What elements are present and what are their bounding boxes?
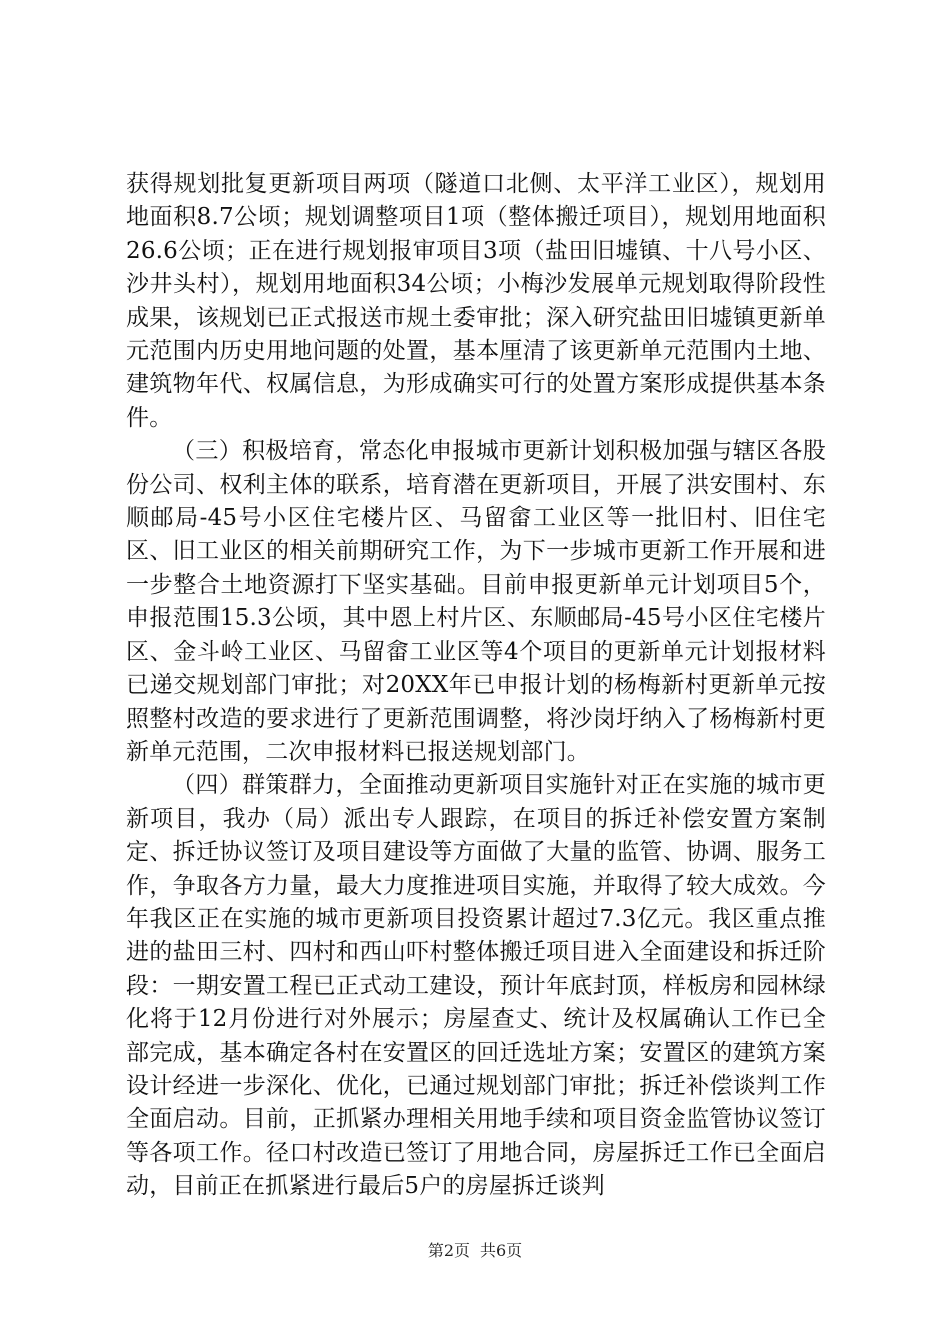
paragraph-section-three: （三）积极培育，常态化申报城市更新计划积极加强与辖区各股份公司、权利主体的联系，培育潜在更新项目，开展了洪安围村、东顺邮局-45号小区住宅楼片区、马留畲工业区等一批旧村、旧住宅区、旧工业区的相关前期研究工作，为下一步城市更新工作开展和进一步整合土地资源打下坚实基础。目前申报更新单元计划项目5个，申报范围15.3公顷，其中恩上村片区、东顺邮局-45号小区住宅楼片区、金斗岭工业区、马留畲工业区等4个项目的更新单元计划报材料已递交规划部门审批；对20XX年已申报计划的杨梅新村更新单元按照整村改造的要求进行了更新范围调整，将沙岗圩纳入了杨梅新村更新单元范围，二次申报材料已报送规划部门。 [126,438,826,765]
paragraph-continuation: 获得规划批复更新项目两项（隧道口北侧、太平洋工业区），规划用地面积8.7公顷；规划调整项目1项（整体搬迁项目），规划用地面积26.6公顷；正在进行规划报审项目3项（盐田旧墟镇、十八号小区、沙井头村），规划用地面积34公顷；小梅沙发展单元规划取得阶段性成果，该规划已正式报送市规土委审批；深入研究盐田旧墟镇更新单元范围内历史用地问题的处置，基本厘清了该更新单元范围内土地、建筑物年代、权属信息，为形成确实可行的处置方案形成提供基本条件。 [126,171,826,431]
page-footer [0,1238,950,1261]
body-text [126,168,826,1204]
page-number: 第2页 [427,1241,470,1260]
paragraph-section-four: （四）群策群力，全面推动更新项目实施针对正在实施的城市更新项目，我办（局）派出专人跟踪，在项目的拆迁补偿安置方案制定、拆迁协议签订及项目建设等方面做了大量的监管、协调、服务工作，争取各方力量，最大力度推进项目实施，并取得了较大成效。今年我区正在实施的城市更新项目投资累计超过7.3亿元。我区重点推进的盐田三村、四村和西山吓村整体搬迁项目进入全面建设和拆迁阶段：一期安置工程已正式动工建设，预计年底封顶，样板房和园林绿化将于12月份进行对外展示；房屋查丈、统计及权属确认工作已全部完成，基本确定各村在安置区的回迁选址方案；安置区的建筑方案设计经进一步深化、优化，已通过规划部门审批；拆迁补偿谈判工作全面启动。目前，正抓紧办理相关用地手续和项目资金监管协议签订等各项工作。径口村改造已签订了用地合同，房屋拆迁工作已全面启动，目前正在抓紧进行最后5户的房屋拆迁谈判 [126,772,826,1200]
page-total: 共6页 [480,1241,523,1260]
